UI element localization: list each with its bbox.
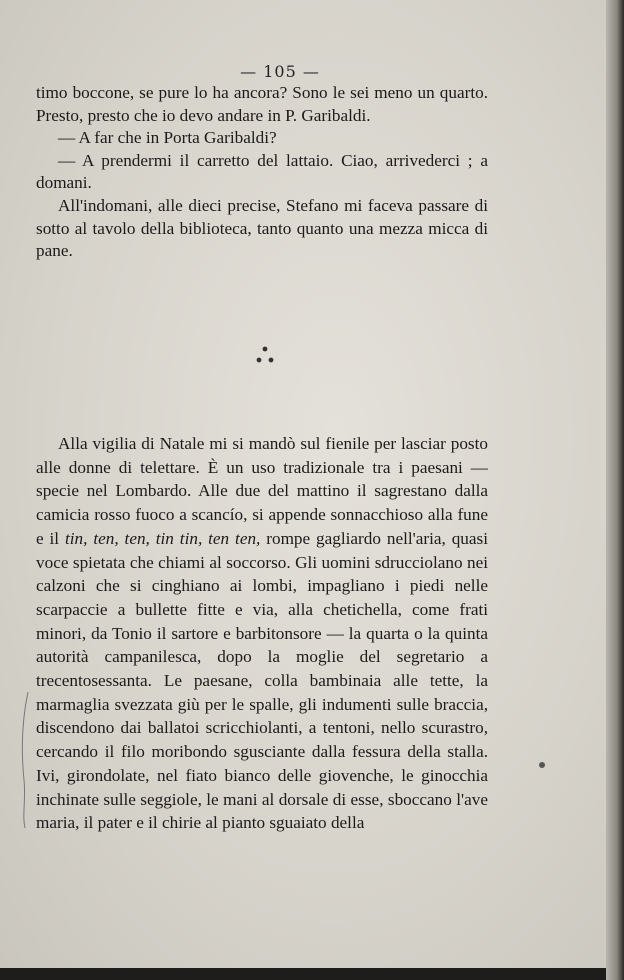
top-text-block bbox=[36, 82, 488, 263]
ink-spot bbox=[539, 762, 545, 768]
paragraph bbox=[36, 432, 488, 835]
page-number: — 105 — bbox=[240, 62, 320, 81]
bottom-text-block bbox=[36, 432, 488, 835]
margin-pencil-mark bbox=[18, 690, 32, 830]
paragraph: All'indomani, alle dieci precise, Stefano mi faceva passare di sotto al tavolo della biblioteca, tanto quanto una mezza micca di pane. bbox=[36, 195, 488, 261]
paragraph-text: Alla vigilia di Natale mi si mandò sul fienile per lasciar posto alle donne di telettare. È un uso tradizionale tra i paesani — specie nel Lombardo. Alle due del mattino il sagrestano dalla camicia rosso fuoco a scancío, si appende sonnacchioso alla fune e il bbox=[36, 434, 488, 548]
bell-sound-text: tin, ten, ten, tin tin, ten ten, bbox=[65, 528, 261, 548]
paragraph-text: rompe gagliardo nell'aria, quasi voce spietata che chiami al soccorso. Gli uomini sdrucciolano nei calzoni che si cinghiano ai lombi, impagliano i piedi nelle scarpaccie a bullette fitte e via, alla chetichella, come frati minori, da Tonio il sartore e barbitonsore — la quarta o la quinta autorità campanilesca, dopo la moglie del segretario a trecentosessanta. Le paesane, colla bambinaia alle tette, la marmaglia svezzata giù per le spalle, gli indumenti sulle braccia, discendono dai ballatoi scricchiolanti, a tentoni, nello scurastro, cercando il filo moribondo sgusciante dalla fessura della stalla. Ivi, girondolate, nel fiato bianco delle giovenche, le ginocchia inchinate sulle seggiole, le mani al dorsale di esse, sboccano l'ave maria, il pater e il chirie al pianto sguaiato della bbox=[36, 528, 488, 833]
paragraph: — A prendermi il carretto del lattaio. Ciao, arrivederci ; a domani. bbox=[36, 150, 488, 193]
paragraph: — A far che in Porta Garibaldi? bbox=[58, 128, 277, 148]
page-edge bbox=[606, 0, 624, 980]
asterism-ornament bbox=[250, 343, 280, 367]
paragraph: timo boccone, se pure lo ha ancora? Sono le sei meno un quarto. Presto, presto che io devo andare in P. Garibaldi. bbox=[36, 83, 488, 125]
